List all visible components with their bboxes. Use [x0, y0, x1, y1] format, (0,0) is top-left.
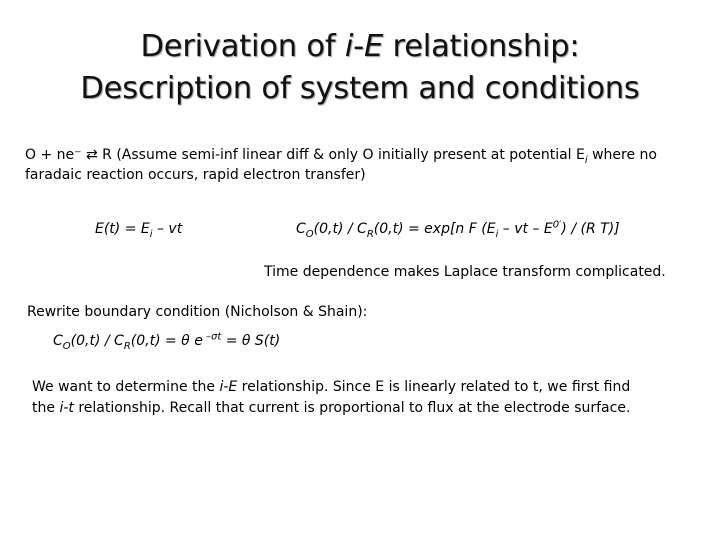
final-line-1: We want to determine the i-E relationship. Since E is linearly related to t, we first find — [32, 379, 631, 395]
laplace-note: Time dependence makes Laplace transform complicated. — [264, 264, 666, 280]
reaction-line-1: O + ne⁻ ⇄ R (Assume semi-inf linear diff & only O initially present at potential $E_i$ where no — [25, 147, 657, 166]
final-line-2: the i-t relationship. Recall that current is proportional to flux at the electrode surface. — [32, 399, 631, 416]
rewrite-heading: Rewrite boundary condition (Nicholson & Shain): — [27, 304, 368, 320]
final-paragraph — [32, 377, 712, 418]
title-line-2: Description of system and conditions — [80, 71, 640, 106]
slide-title — [0, 26, 720, 110]
potential-equation: $E(t) = E_i$ – vt — [95, 221, 183, 240]
title-line-1: Derivation of i-E relationship: — [140, 29, 580, 64]
reaction-line-2: faradaic reaction occurs, rapid electron transfer) — [25, 167, 366, 183]
boundary-equation: $C_O(0,t) / C_R(0,t) = \theta$ e $^{-\sigma t}$ = θ S(t) — [53, 331, 281, 352]
nernst-equation: $C_O(0,t) / C_R(0,t) = \exp[n$ F ($E_i$ – vt – $E^{0'}) / (R$ T)] — [296, 219, 620, 240]
